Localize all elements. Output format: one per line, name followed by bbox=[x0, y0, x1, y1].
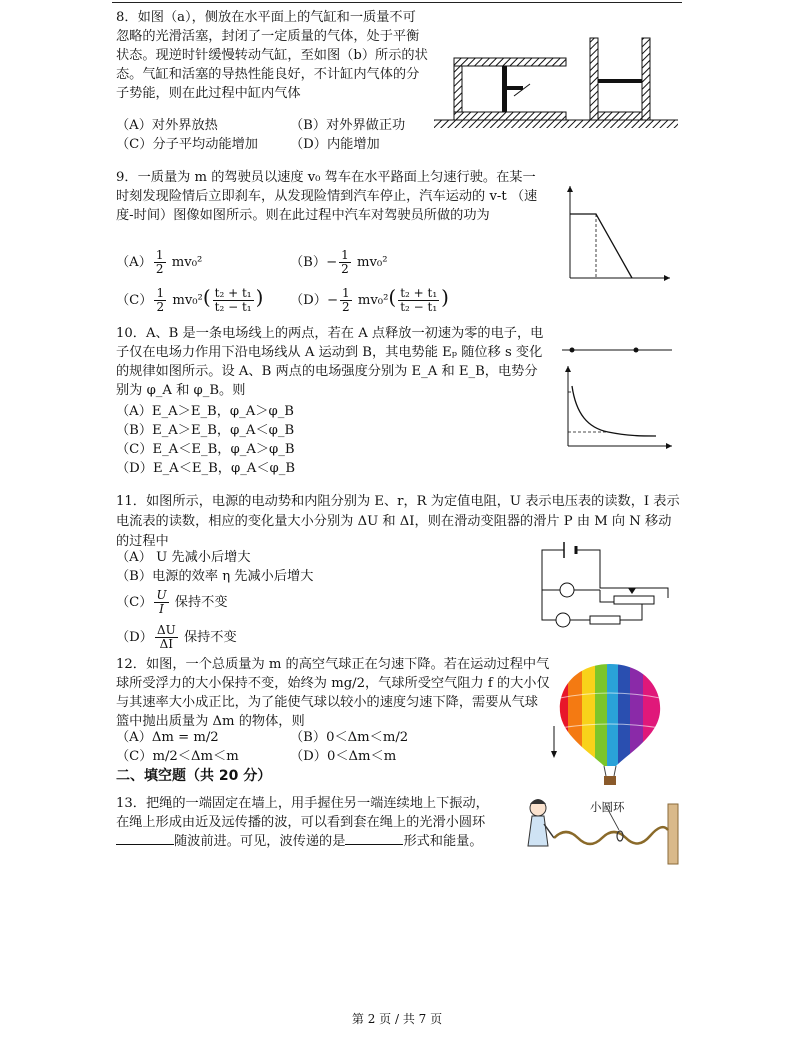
wall bbox=[668, 804, 678, 864]
ep-curve bbox=[572, 386, 656, 436]
q11-option-b: （B）电源的效率 η 先减小后增大 bbox=[116, 569, 314, 584]
q11-circuit-diagram bbox=[536, 538, 686, 634]
piston-b bbox=[598, 79, 642, 83]
q12-option-a: （A）Δm = m/2 bbox=[116, 730, 219, 745]
q9-option-d: （D）− $\frac{1}{2}$ mv₀²( $\frac{\text{t₂ + t₁}}{\text{t₂ − t₁}}$ ) bbox=[290, 285, 449, 314]
q8-option-a: （A）对外界放热 bbox=[116, 118, 218, 133]
slider-p bbox=[628, 588, 636, 594]
q11-option-a: （A） U 先减小后增大 bbox=[116, 550, 251, 565]
q13-line-1: 13．把绳的一端固定在墙上，用手握住另一端连续地上下振动， bbox=[116, 796, 489, 811]
balloon-basket bbox=[604, 776, 616, 785]
q10-option-c: （C）E_A＜E_B，φ_A＞φ_B bbox=[116, 442, 295, 457]
q9-stem: 9．一质量为 m 的驾驶员以速度 v₀ 驾车在水平路面上匀速行驶。在某一时刻发现险情后立即刹车，从发现险情到汽车停止，汽车运动的 v-t （速度-时间）图像如图所示。则在此过程中汽车对驾驶员所做的功为 bbox=[116, 170, 538, 223]
q10-stem: 10．A、B 是一条电场线上的两点，若在 A 点释放一初速为零的电子，电子仅在电场力作用下沿电场线从 A 运动到 B，其电势能 Eₚ 随位移 s 变化的规律如图所示。设 A、B 两点的电场强度分别为 E_A 和 E_B，电势分别为 φ_A 和 φ_B。则 bbox=[116, 326, 544, 398]
q12-balloon-picture bbox=[550, 658, 670, 788]
rope bbox=[554, 827, 668, 844]
q8-cylinder-figure bbox=[432, 30, 682, 150]
q13-blank-1[interactable] bbox=[116, 832, 174, 845]
q10-option-d: （D）E_A＜E_B，φ_A＜φ_B bbox=[116, 461, 296, 476]
header-rule bbox=[112, 2, 682, 3]
q13-line-2: 在绳上形成由近及远传播的波，可以看到套在绳上的光滑小圆环 bbox=[116, 815, 486, 830]
cylinder-a bbox=[454, 58, 566, 120]
q8-option-b: （B）对外界做正功 bbox=[290, 118, 406, 133]
q10-ep-graph bbox=[548, 336, 680, 464]
resistor-r bbox=[590, 616, 620, 624]
ground bbox=[434, 120, 678, 128]
q10-option-b: （B）E_A＞E_B，φ_A＜φ_B bbox=[116, 423, 295, 438]
vt-line bbox=[570, 214, 632, 278]
q8-option-c: （C）分子平均动能增加 bbox=[116, 137, 258, 152]
q12-stem: 12．如图，一个总质量为 m 的高空气球正在匀速下降。若在运动过程中气球所受浮力的大小保持不变，始终为 mg/2，气球所受空气阻力 f 的大小仅与其速率大小成正比，为了能使气球以较小的速度匀速下降，需要从气球篮中抛出质量为 Δm 的物体，则 bbox=[116, 657, 550, 729]
section-2-title: 二、填空题（共 20 分） bbox=[116, 768, 272, 784]
q13-fig-ring-label: 小圆环 bbox=[590, 800, 625, 814]
q12-option-b: （B）0＜Δm＜m/2 bbox=[290, 730, 409, 745]
q11-stem: 11．如图所示，电源的电动势和内阻分别为 E、r，R 为定值电阻，U 表示电压表的读数，I 表示电流表的读数，相应的变化量大小分别为 ΔU 和 ΔI，则在滑动变阻器的滑片 P 由 M 向 N 移动的过程中 bbox=[116, 494, 680, 549]
rheostat bbox=[614, 596, 654, 604]
q9-option-b: （B）− $\frac{1}{2}$ mv₀² bbox=[290, 248, 388, 276]
voltmeter bbox=[560, 583, 574, 597]
q8-stem: 8．如图（a），侧放在水平面上的气缸和一质量不可忽略的光滑活塞，封闭了一定质量的气体，处于平衡状态。现逆时针缓慢转动气缸，至如图（b）所示的状态。气缸和活塞的导热性能良好，不计缸内气体的分子势能，则在此过程中缸内气体 bbox=[116, 10, 428, 101]
page-number: 第 2 页 / 共 7 页 bbox=[351, 1012, 443, 1026]
q9-option-a: （A） $\frac{1}{2}$ mv₀² bbox=[116, 248, 203, 276]
q8-option-d: （D）内能增加 bbox=[290, 137, 380, 152]
q13-rope-picture bbox=[520, 790, 680, 866]
point-b bbox=[634, 348, 639, 353]
q13-blank-2[interactable] bbox=[345, 832, 403, 845]
q11-option-c: （C） $\frac{U}{I}$ 保持不变 bbox=[116, 588, 228, 616]
ammeter bbox=[556, 613, 570, 627]
q10-option-a: （A）E_A＞E_B，φ_A＞φ_B bbox=[116, 404, 294, 419]
q13-line-3: 随波前进。可见，波传递的是 形式和能量。 bbox=[116, 832, 483, 851]
balloon-envelope bbox=[550, 658, 670, 778]
q12-option-c: （C）m/2＜Δm＜m bbox=[116, 749, 239, 764]
cylinder-b bbox=[590, 38, 650, 120]
piston-a bbox=[502, 66, 507, 112]
q9-vt-graph bbox=[552, 178, 682, 294]
q11-option-d: （D） $\frac{\Delta U}{\Delta I}$ 保持不变 bbox=[116, 623, 237, 651]
point-a bbox=[570, 348, 575, 353]
q12-option-d: （D）0＜Δm＜m bbox=[290, 749, 397, 764]
q9-option-c: （C） $\frac{1}{2}$ mv₀²( $\frac{\text{t₂ + t₁}}{\text{t₂ − t₁}}$ ) bbox=[116, 285, 264, 314]
